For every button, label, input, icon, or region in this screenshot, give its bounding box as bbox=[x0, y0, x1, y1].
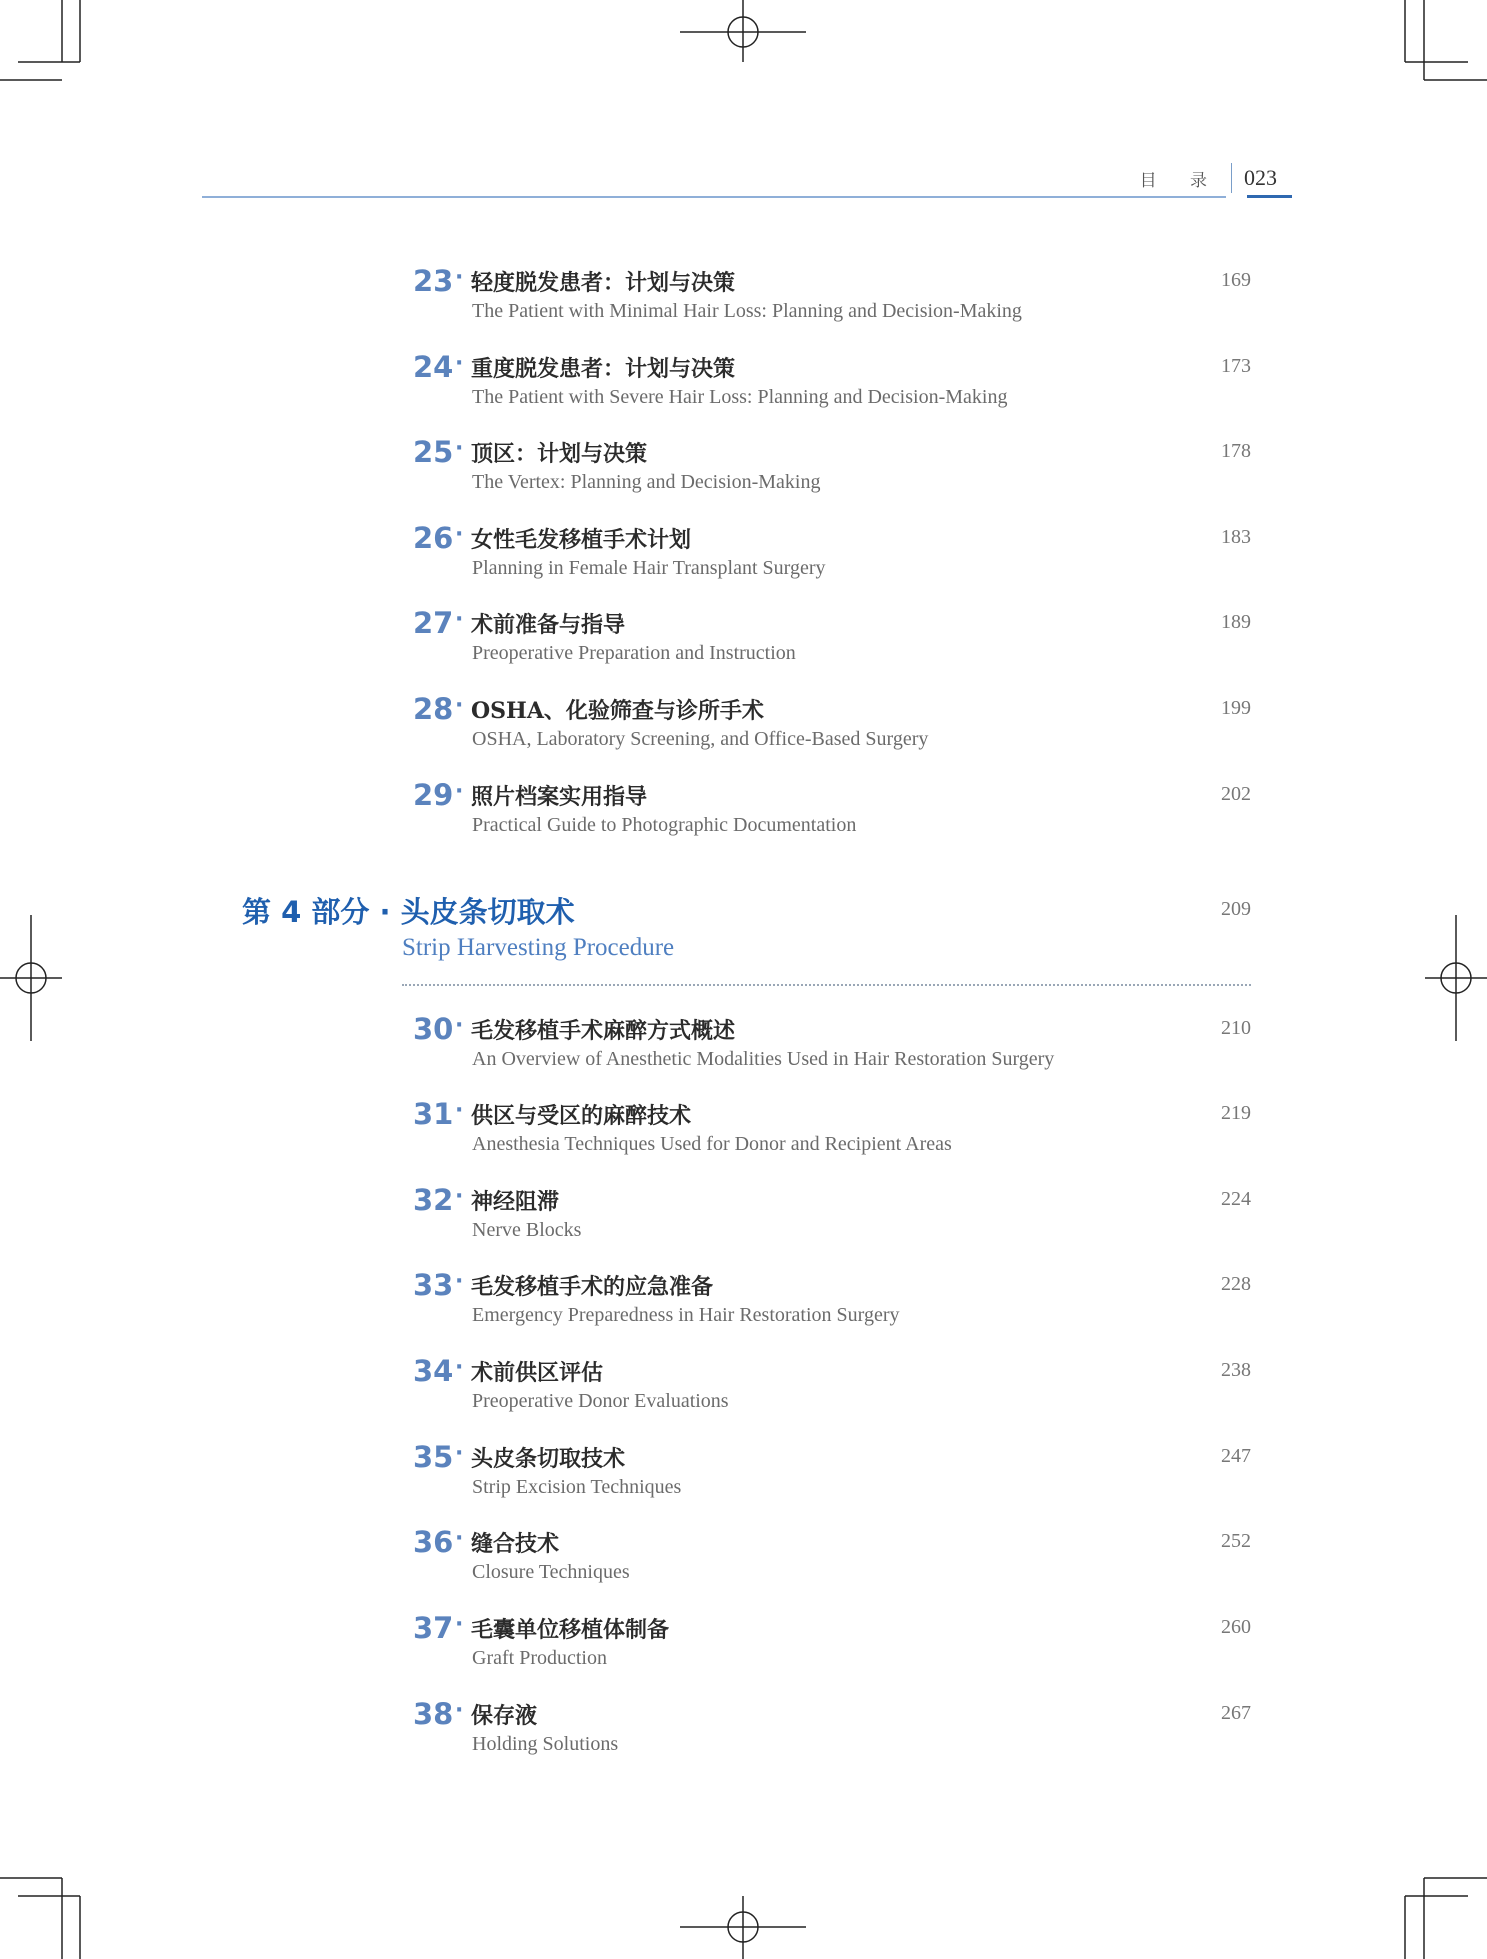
chapter-page: 202 bbox=[1221, 783, 1251, 805]
chapter-title-en: Preoperative Preparation and Instruction bbox=[472, 642, 796, 664]
chapter-number: 23 bbox=[413, 264, 454, 298]
bullet-dot: · bbox=[455, 1355, 464, 1380]
chapter-title-en: Planning in Female Hair Transplant Surgery bbox=[472, 557, 826, 579]
chapter-title-zh: 保存液 bbox=[471, 1703, 538, 1729]
part-subtitle: Strip Harvesting Procedure bbox=[402, 934, 675, 961]
part-page: 209 bbox=[1221, 898, 1251, 920]
chapter-number: 30 bbox=[413, 1012, 454, 1046]
chapter-title-en: An Overview of Anesthetic Modalities Used in Hair Restoration Surgery bbox=[472, 1048, 1055, 1070]
toc-entry[interactable] bbox=[413, 1097, 1251, 1177]
chapter-title-zh: 头皮条切取技术 bbox=[471, 1446, 626, 1472]
chapter-title-zh: 重度脱发患者：计划与决策 bbox=[471, 356, 736, 382]
chapter-page: 260 bbox=[1221, 1616, 1251, 1638]
chapter-page: 199 bbox=[1221, 697, 1251, 719]
bullet-dot: · bbox=[455, 1184, 464, 1209]
chapter-number: 34 bbox=[413, 1354, 454, 1388]
bullet-dot: · bbox=[455, 1698, 464, 1723]
chapter-title-en: The Patient with Minimal Hair Loss: Planning and Decision-Making bbox=[472, 300, 1022, 322]
chapter-page: 210 bbox=[1221, 1017, 1251, 1039]
bullet-dot: · bbox=[455, 265, 464, 290]
chapter-number: 25 bbox=[413, 435, 454, 469]
toc-entry[interactable] bbox=[413, 1440, 1251, 1520]
toc-entry[interactable] bbox=[413, 606, 1251, 686]
chapter-title-zh: 毛囊单位移植体制备 bbox=[471, 1617, 670, 1643]
chapter-number: 31 bbox=[413, 1097, 454, 1131]
chapter-title-zh: 毛发移植手术的应急准备 bbox=[471, 1274, 714, 1300]
chapter-page: 238 bbox=[1221, 1359, 1251, 1381]
chapter-title-zh: 照片档案实用指导 bbox=[471, 784, 648, 810]
chapter-title-zh: OSHA、化验筛查与诊所手术 bbox=[471, 698, 764, 724]
chapter-title-en: The Vertex: Planning and Decision-Making bbox=[472, 471, 821, 493]
chapter-number: 38 bbox=[413, 1697, 454, 1731]
toc-entry[interactable] bbox=[413, 692, 1251, 772]
part-title: 第 4 部分 · 头皮条切取术 bbox=[242, 895, 575, 929]
bullet-dot: · bbox=[455, 1269, 464, 1294]
toc-entry[interactable] bbox=[413, 1183, 1251, 1263]
chapter-title-zh: 供区与受区的麻醉技术 bbox=[471, 1103, 692, 1129]
chapter-page: 183 bbox=[1221, 526, 1251, 548]
bullet-dot: · bbox=[455, 351, 464, 376]
chapter-title-en: The Patient with Severe Hair Loss: Planning and Decision-Making bbox=[472, 386, 1008, 408]
chapter-number: 36 bbox=[413, 1525, 454, 1559]
chapter-number: 37 bbox=[413, 1611, 454, 1645]
chapter-title-zh: 女性毛发移植手术计划 bbox=[471, 527, 692, 553]
header-page-number: 023 bbox=[1244, 165, 1277, 190]
toc-entry[interactable] bbox=[413, 435, 1251, 515]
chapter-number: 33 bbox=[413, 1268, 454, 1302]
chapter-number: 24 bbox=[413, 350, 454, 384]
chapter-page: 247 bbox=[1221, 1445, 1251, 1467]
chapter-number: 27 bbox=[413, 606, 454, 640]
toc-entry[interactable] bbox=[413, 1525, 1251, 1605]
toc-entry[interactable] bbox=[413, 1354, 1251, 1434]
chapter-title-en: Emergency Preparedness in Hair Restoration Surgery bbox=[472, 1304, 900, 1326]
chapter-title-en: Graft Production bbox=[472, 1647, 607, 1669]
bullet-dot: · bbox=[455, 436, 464, 461]
toc-entry[interactable] bbox=[413, 1268, 1251, 1348]
toc-entry[interactable] bbox=[413, 1012, 1251, 1092]
chapter-title-zh: 缝合技术 bbox=[471, 1531, 560, 1557]
chapter-title-en: Holding Solutions bbox=[472, 1733, 619, 1755]
chapter-title-en: OSHA, Laboratory Screening, and Office-Based Surgery bbox=[472, 728, 929, 750]
header-rule bbox=[202, 196, 1226, 198]
chapter-title-zh: 术前准备与指导 bbox=[471, 612, 626, 638]
chapter-page: 228 bbox=[1221, 1273, 1251, 1295]
chapter-title-en: Practical Guide to Photographic Documentation bbox=[472, 814, 857, 836]
toc-entry[interactable] bbox=[413, 1611, 1251, 1691]
chapter-title-en: Strip Excision Techniques bbox=[472, 1476, 682, 1498]
chapter-title-zh: 顶区：计划与决策 bbox=[471, 441, 648, 467]
bullet-dot: · bbox=[455, 693, 464, 718]
chapter-number: 29 bbox=[413, 778, 454, 812]
toc-entry[interactable] bbox=[413, 778, 1251, 858]
chapter-page: 224 bbox=[1221, 1188, 1251, 1210]
chapter-page: 252 bbox=[1221, 1530, 1251, 1552]
chapter-number: 26 bbox=[413, 521, 454, 555]
toc-entry[interactable] bbox=[413, 264, 1251, 344]
chapter-title-en: Anesthesia Techniques Used for Donor and Recipient Areas bbox=[472, 1133, 952, 1155]
bullet-dot: · bbox=[455, 1441, 464, 1466]
chapter-page: 267 bbox=[1221, 1702, 1251, 1724]
chapter-title-en: Closure Techniques bbox=[472, 1561, 630, 1583]
header-rule-accent bbox=[1247, 195, 1292, 198]
toc-entry[interactable] bbox=[413, 350, 1251, 430]
chapter-number: 35 bbox=[413, 1440, 454, 1474]
toc-entry[interactable] bbox=[413, 1697, 1251, 1777]
header-separator bbox=[1231, 163, 1232, 193]
chapter-title-zh: 轻度脱发患者：计划与决策 bbox=[471, 270, 736, 296]
chapter-page: 173 bbox=[1221, 355, 1251, 377]
toc-entry[interactable] bbox=[413, 521, 1251, 601]
bullet-dot: · bbox=[455, 779, 464, 804]
bullet-dot: · bbox=[455, 1098, 464, 1123]
chapter-title-zh: 毛发移植手术麻醉方式概述 bbox=[471, 1018, 736, 1044]
chapter-number: 32 bbox=[413, 1183, 454, 1217]
chapter-number: 28 bbox=[413, 692, 454, 726]
chapter-title-en: Preoperative Donor Evaluations bbox=[472, 1390, 729, 1412]
chapter-page: 219 bbox=[1221, 1102, 1251, 1124]
chapter-title-en: Nerve Blocks bbox=[472, 1219, 582, 1241]
bullet-dot: · bbox=[455, 522, 464, 547]
dotted-divider bbox=[402, 984, 1251, 986]
bullet-dot: · bbox=[455, 1526, 464, 1551]
chapter-title-zh: 神经阻滞 bbox=[471, 1189, 560, 1215]
bullet-dot: · bbox=[455, 1013, 464, 1038]
header-title: 目 录 bbox=[1139, 170, 1221, 191]
bullet-dot: · bbox=[455, 1612, 464, 1637]
chapter-page: 189 bbox=[1221, 611, 1251, 633]
chapter-page: 169 bbox=[1221, 269, 1251, 291]
running-header bbox=[1140, 163, 1277, 193]
bullet-dot: · bbox=[455, 607, 464, 632]
chapter-page: 178 bbox=[1221, 440, 1251, 462]
chapter-title-zh: 术前供区评估 bbox=[471, 1360, 604, 1386]
